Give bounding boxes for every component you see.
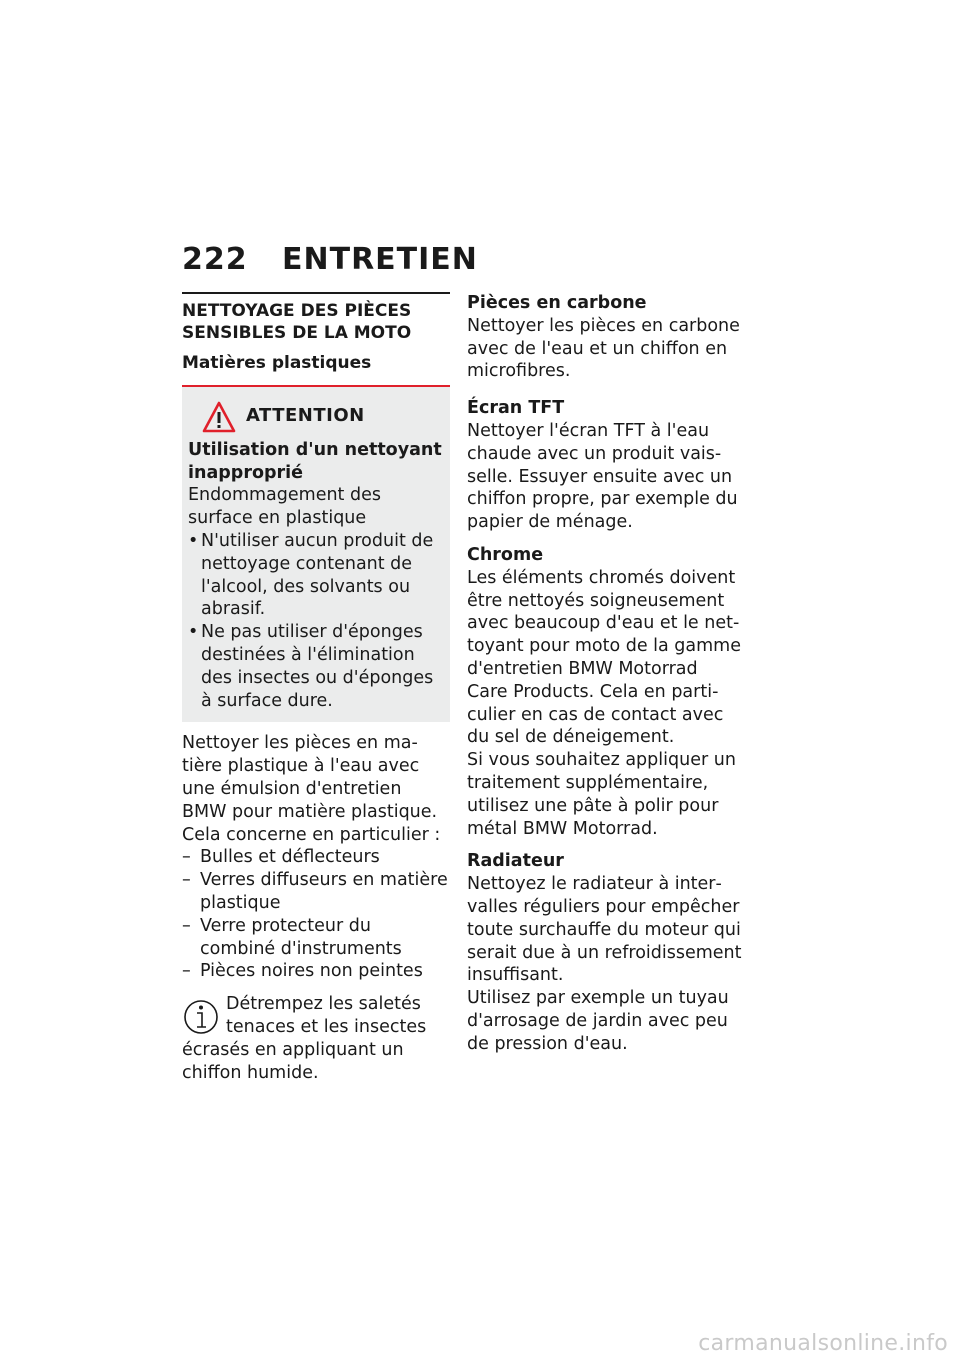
warning-header — [190, 399, 444, 435]
radiateur-text-1: Nettoyez le radiateur à intervalles réguliers pour empêcher toute surchauffe du moteur qui serait due à un refroidissement insuffisant. — [467, 874, 742, 986]
warning-label: ATTENTION — [246, 405, 365, 427]
list-item: – Bulles et déflecteurs — [182, 846, 450, 869]
page-header — [182, 242, 478, 277]
tft-heading: Écran TFT — [467, 398, 565, 419]
tft-text: Nettoyer l'écran TFT à l'eau chaude avec un produit vaisselle. Essuyer ensuite avec un chiffon propre, par exemple du papier de ménage. — [467, 420, 738, 533]
info-text: Détrempez les saletés tenaces et les insectes écrasés en appliquant un chiffon humide. — [182, 994, 427, 1083]
plastics-list — [182, 846, 450, 983]
chrome-text-1: Les éléments chromés doivent être nettoyés soigneusement avec beaucoup d'eau et le nettoyant pour moto de la gamme d'entretien BMW Motorrad Care Products. Cela en particulier en cas de contact avec du sel de déneigement. — [467, 567, 741, 748]
carbone-heading: Pièces en carbone — [467, 293, 647, 313]
right-column — [467, 292, 742, 1056]
warning-bullets — [188, 530, 444, 712]
chrome-text-2: Si vous souhaitez appliquer un traitement supplémentaire, utilisez une pâte à polir pour métal BMW Motorrad. — [467, 750, 736, 839]
list-item: – Verre protecteur du combiné d'instruments — [182, 915, 450, 961]
info-note — [182, 993, 450, 1084]
chapter-title: ENTRETIEN — [282, 242, 478, 277]
warning-box — [182, 385, 450, 723]
radiateur-text-2: Utilisez par exemple un tuyau d'arrosage de jardin avec peu de pression d'eau. — [467, 988, 729, 1054]
radiateur-heading: Radiateur — [467, 851, 564, 872]
list-item: – Pièces noires non peintes — [182, 960, 450, 983]
watermark: carmanualsonline.info — [698, 1331, 948, 1356]
page-number: 222 — [182, 242, 248, 277]
section-title: NETTOYAGE DES PIÈCES SENSIBLES DE LA MOTO — [182, 301, 412, 343]
chrome-heading: Chrome — [467, 544, 544, 565]
warning-subtitle: Utilisation d'un nettoyant inapproprié — [188, 439, 442, 483]
section-rule — [182, 292, 450, 294]
subhead-plastics: Matières plastiques — [182, 353, 372, 373]
carbone-text: Nettoyer les pièces en carbone avec de l'eau et un chiffon en microfibres. — [467, 315, 740, 382]
warning-triangle-icon — [202, 401, 236, 433]
warning-bullet: • Ne pas utiliser d'éponges destinées à l'élimination des insectes ou d'éponges à surface dure. — [188, 621, 444, 712]
info-icon — [182, 997, 220, 1037]
warning-bullet: • N'utiliser aucun produit de nettoyage contenant de l'alcool, des solvants ou abrasif. — [188, 530, 444, 621]
warning-consequence: Endommagement des surface en plastique — [188, 485, 381, 529]
left-column — [182, 292, 450, 1084]
plastics-body: Nettoyer les pièces en matière plastique à l'eau avec une émulsion d'entretien BMW pour matière plastique. Cela concerne en particulier : — [182, 733, 441, 845]
list-item: – Verres diffuseurs en matière plastique — [182, 869, 450, 915]
